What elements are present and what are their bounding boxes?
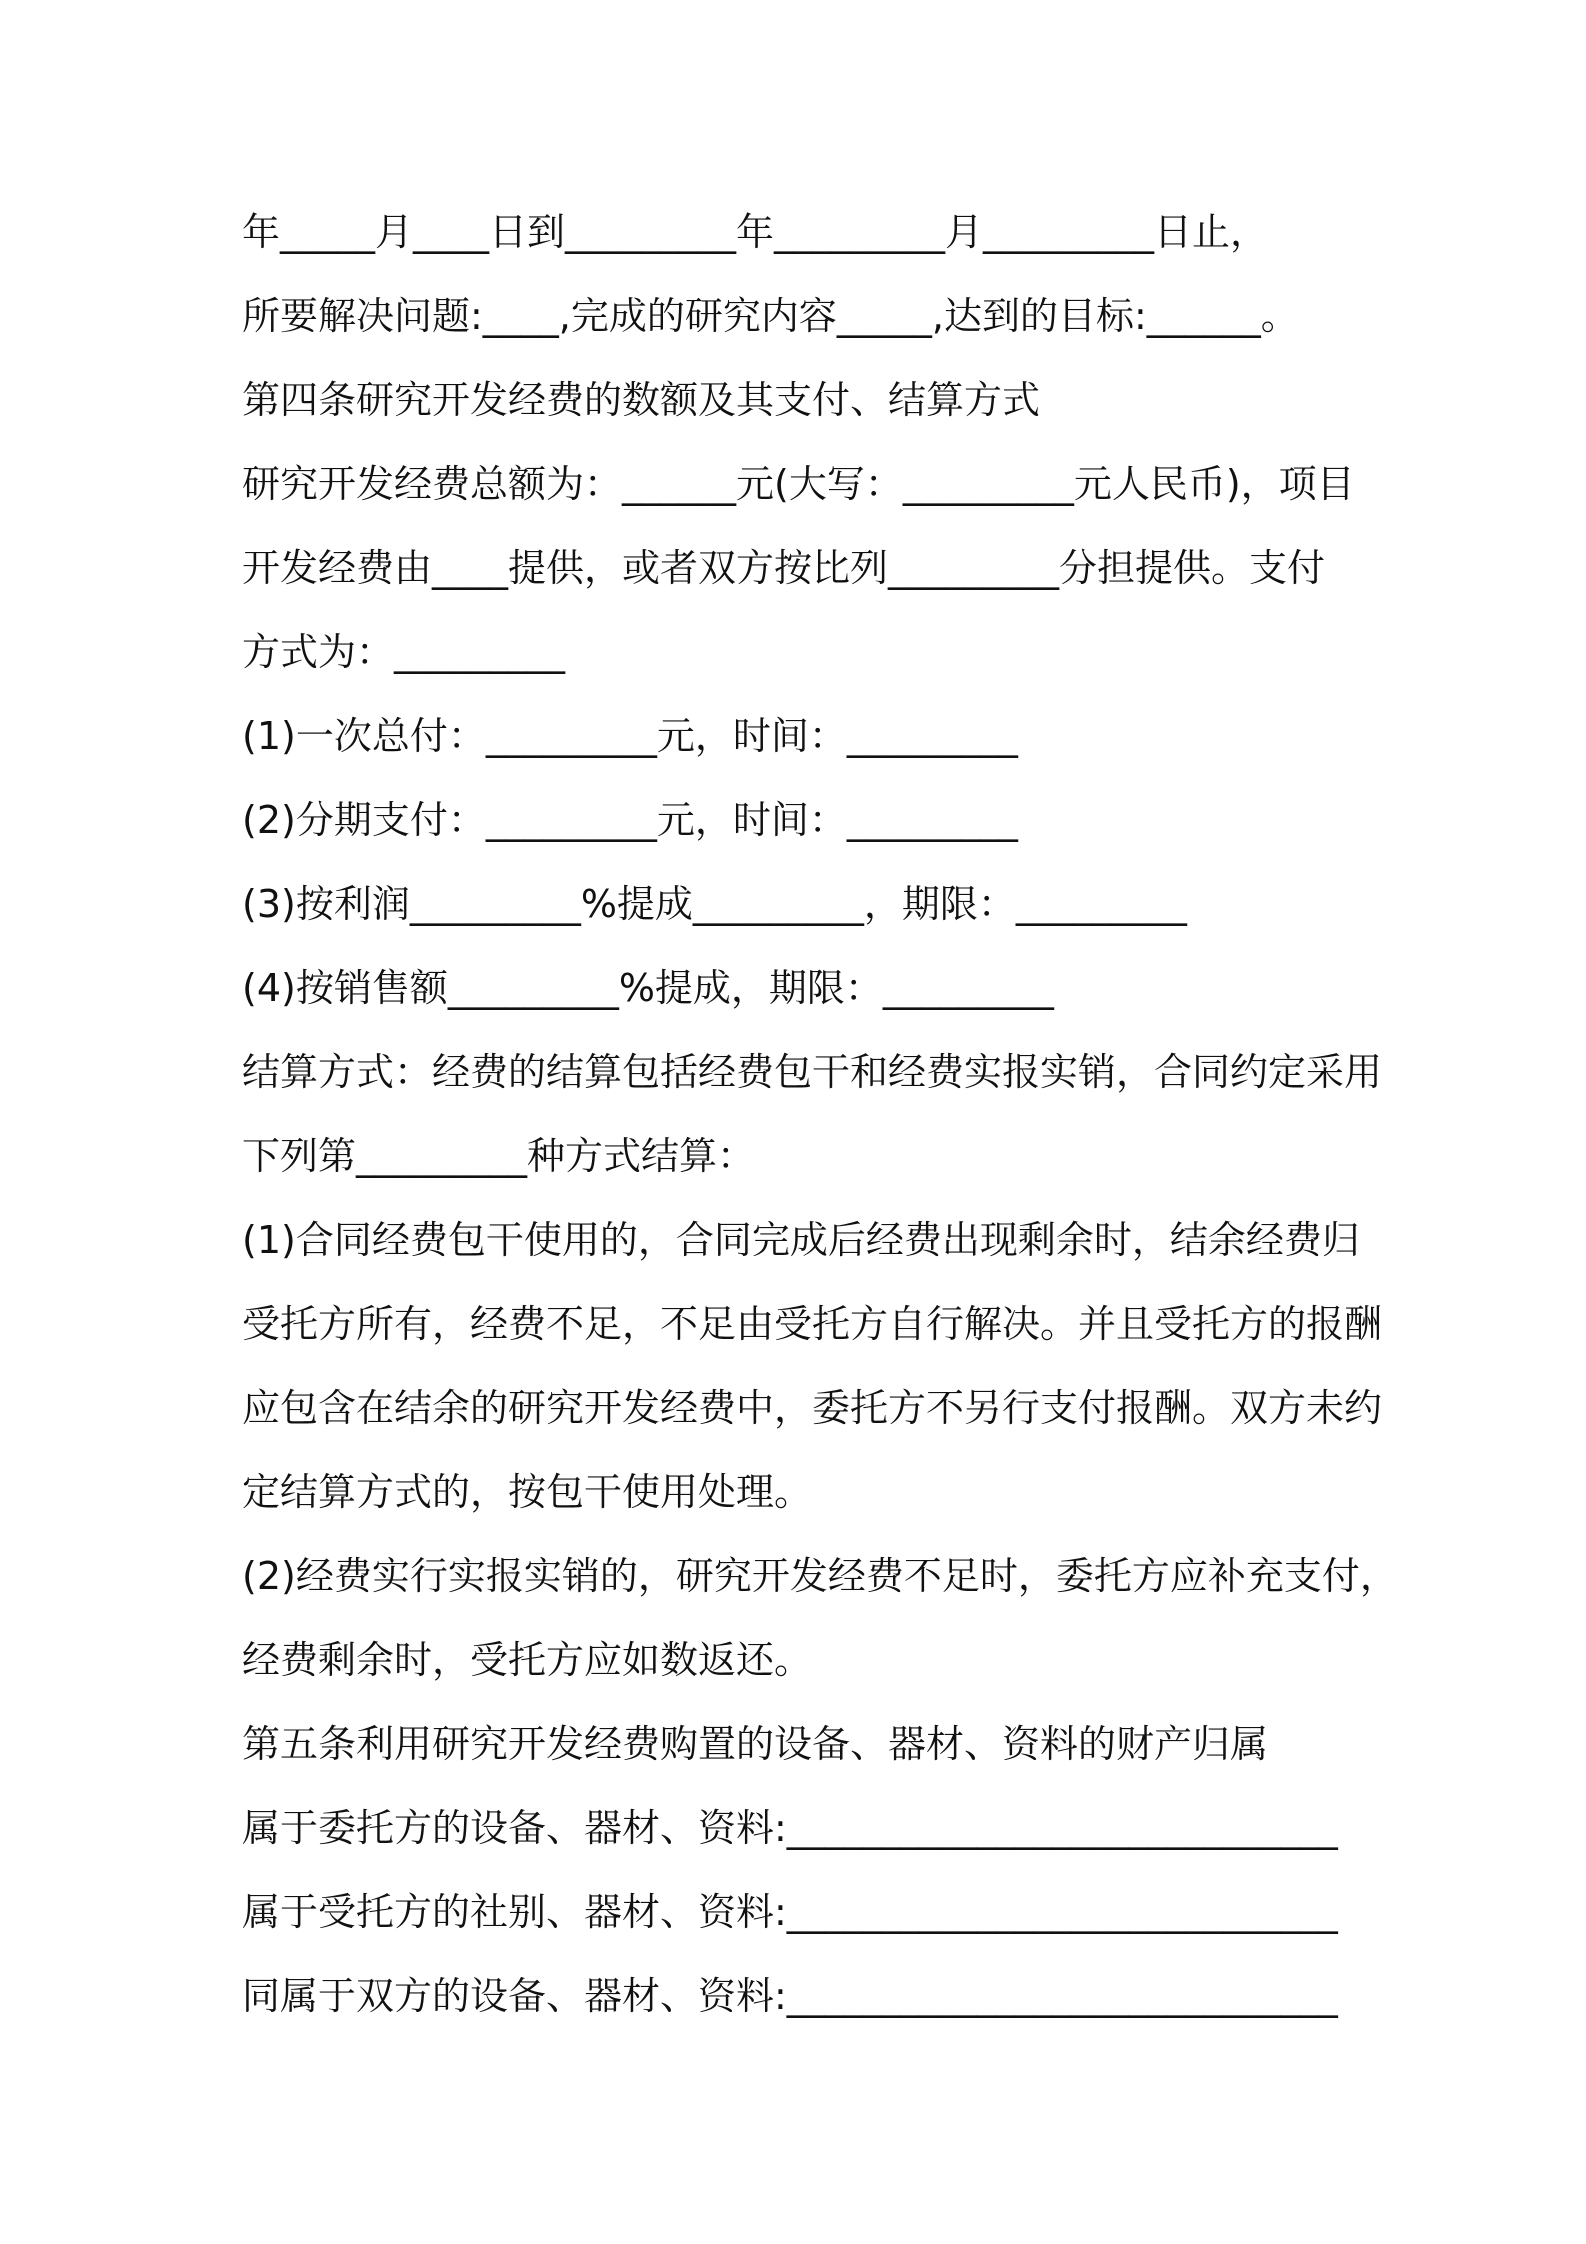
property-contractor-line: 属于受托方的社别、器材、资料:_____________________________	[242, 1890, 1338, 1934]
text-line-research-goals: 所要解决问题:____,完成的研究内容_____,达到的目标:______。	[242, 294, 1299, 338]
settlement-option-lump-sum-2: 受托方所有，经费不足，不足由受托方自行解决。并且受托方的报酬	[242, 1302, 1383, 1346]
settlement-option-lump-sum-3: 应包含在结余的研究开发经费中，委托方不另行支付报酬。双方未约	[242, 1386, 1383, 1430]
article-4-heading: 第四条研究开发经费的数额及其支付、结算方式	[242, 378, 1041, 422]
payment-option-profit-share: (3)按利润_________%提成_________，期限：_________	[242, 882, 1187, 926]
payment-option-installments: (2)分期支付：_________元，时间：_________	[242, 798, 1018, 842]
text-line-total-funding: 研究开发经费总额为：______元(大写：_________元人民币)，项目	[242, 462, 1355, 506]
property-client-line: 属于委托方的设备、器材、资料:_____________________________	[242, 1806, 1338, 1850]
text-line-period: 年_____月____日到_________年_________月_________日止，	[242, 210, 1269, 254]
settlement-option-lump-sum-1: (1)合同经费包干使用的，合同完成后经费出现剩余时，结余经费归	[242, 1218, 1360, 1262]
text-line-settlement-method: 结算方式：经费的结算包括经费包干和经费实报实销，合同约定采用	[242, 1050, 1383, 1094]
text-line-payment-method: 方式为：_________	[242, 630, 566, 674]
payment-option-lump-sum: (1)一次总付：_________元，时间：_________	[242, 714, 1018, 758]
property-joint-line: 同属于双方的设备、器材、资料:_____________________________	[242, 1974, 1338, 2018]
settlement-option-actual-1: (2)经费实行实报实销的，研究开发经费不足时，委托方应补充支付，	[242, 1554, 1398, 1598]
article-5-heading: 第五条利用研究开发经费购置的设备、器材、资料的财产归属	[242, 1722, 1269, 1766]
payment-option-sales-share: (4)按销售额_________%提成，期限：_________	[242, 966, 1054, 1010]
text-line-settlement-choice: 下列第_________种方式结算：	[242, 1134, 756, 1178]
document-body	[242, 190, 1398, 2038]
text-line-funding-provider: 开发经费由____提供，或者双方按比列_________分担提供。支付	[242, 546, 1326, 590]
settlement-option-lump-sum-4: 定结算方式的，按包干使用处理。	[242, 1470, 813, 1514]
settlement-option-actual-2: 经费剩余时，受托方应如数返还。	[242, 1638, 813, 1682]
